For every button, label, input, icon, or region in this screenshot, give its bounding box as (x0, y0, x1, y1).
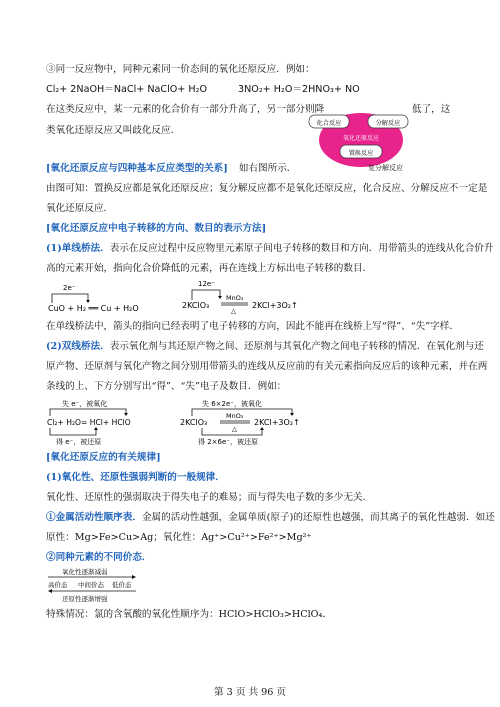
special-case: 特殊情况：氯的含氧酸的氧化性顺序为：HClO>HClO₃>HClO₄． (46, 609, 332, 620)
double-bridge-line-1 (46, 341, 484, 353)
single-bridge-figure-1 (46, 282, 171, 316)
fig3-bottom-label: 得 e⁻，被还原 (56, 438, 102, 446)
fig1-electrons: 2e⁻ (63, 284, 76, 292)
double-bridge-text-3: 条线的上、下方分别写出“得”、“失”电子及数目．例如： (46, 381, 287, 392)
double-bridge-figure-2 (178, 398, 328, 446)
valence-top-label: 氧化性逐渐减弱 (62, 568, 108, 576)
fig3-top-arrow (50, 409, 126, 416)
fig1-arrowhead (86, 300, 90, 303)
valence-bottom-arrowhead (48, 589, 52, 593)
fig2-reactant: 2KClO₃ (182, 301, 210, 310)
relation-paragraph-2: 氧化还原反应． (46, 203, 114, 214)
valence-low: 低价态 (112, 581, 132, 589)
fig3-top-arrowhead (124, 413, 128, 416)
single-bridge-note: 在单线桥法中，箭头的指向已经表明了电子转移的方向，因此不能再在线桥上写“得”、“失”字样． (46, 321, 459, 332)
fig3-bottom-arrow (50, 428, 96, 435)
valence-bottom-label: 还原性逐渐增强 (62, 595, 108, 603)
double-bridge-text-2: 原产物、还原剂与氧化产物之间分别用带箭头的连线从反应前的有关元素指向反应后的该种元素，并在两 (46, 361, 488, 372)
intro-line: ③同一反应物中，同种元素同一价态间的氧化还原反应．例如： (46, 64, 315, 75)
fig4-catalyst: MnO₂ (226, 412, 244, 420)
redox-label: 氧化还原反应 (342, 135, 380, 142)
valence-mid: 中间价态 (78, 581, 104, 589)
fig2-electrons: 12e⁻ (198, 280, 215, 288)
metal-text-2: 原性：Mg>Fe>Cu>Ag；氧化性：Ag⁺>Cu²⁺>Fe²⁺>Mg²⁺ (46, 532, 312, 543)
valence-top-arrowhead (132, 575, 136, 579)
single-bridge-text-2: 高的元素开始，指向化合价降低的元素，再在连线上方标出电子转移的数目． (46, 263, 373, 274)
relation-tail: 如右图所示． (238, 163, 297, 174)
single-bridge-label: (1)单线桥法． (46, 243, 110, 254)
fig2-catalyst: MnO₂ (226, 294, 244, 302)
fig2-bridge-arrow (192, 290, 220, 300)
equation-disproportionation-2: 3NO₂+ H₂O＝2HNO₃+ NO (238, 84, 360, 95)
rule1-paragraph: 氧化性、还原性的强弱取决于得失电子的难易；而与得失电子数的多少无关． (46, 492, 373, 503)
fig4-bottom-label: 得 2×6e⁻，被还原 (198, 438, 258, 446)
fig1-bridge-arrow (52, 294, 88, 303)
valence-high: 高价态 (48, 581, 68, 589)
rule1-title: (1)氧化性、还原性强弱判断的一般规律． (46, 472, 225, 483)
same-element-label: ②同种元素的不同价态． (46, 552, 152, 563)
valence-state-diagram (46, 566, 156, 606)
disproportionation-text-a: 在这类反应中，某一元素的化合价有一部分升高了，另一部分则降 (46, 104, 325, 115)
fig4-top-label: 失 6×2e⁻，被氧化 (202, 400, 262, 408)
transfer-title: [氧化还原反应中电子转移的方向、数目的表示方法] (46, 223, 267, 234)
relation-paragraph-1: 由图可知：置换反应都是氧化还原反应；复分解反应都不是氧化还原反应，化合反应、分解反应不一定是 (46, 183, 488, 194)
double-replacement-label: 复分解反应 (368, 164, 403, 172)
fig4-product: 2KCl+3O₂↑ (254, 418, 300, 427)
combination-label: 化合反应 (316, 120, 342, 127)
fig4-top-arrowhead (290, 413, 294, 416)
double-bridge-text-1: 表示氧化剂与其还原产物之间、还原剂与其氧化产物之间电子转移的情况．在氧化剂与还 (109, 341, 484, 352)
decomposition-label: 分解反应 (375, 120, 401, 127)
fig2-heat: △ (231, 307, 236, 315)
relation-heading (46, 163, 296, 175)
metal-label: ①金属活动性顺序表． (46, 512, 142, 523)
fig3-equation: Cl₂+ H₂O= HCl+ HClO (47, 418, 131, 427)
relation-title: [氧化还原反应与四种基本反应类型的关系] (46, 163, 228, 174)
double-bridge-label: (2)双线桥法． (46, 341, 110, 352)
fig4-bottom-arrowhead (260, 427, 264, 430)
fig4-reactant: 2KClO₃ (180, 418, 208, 427)
fig3-bottom-arrowhead (94, 427, 98, 430)
disproportionation-text-2: 类氧化还原反应又叫歧化反应． (46, 125, 181, 136)
equation-disproportionation-1: Cl₂+ 2NaOH＝NaCl+ NaClO+ H₂O (46, 84, 207, 95)
single-bridge-figure-2 (180, 278, 320, 318)
fig1-equation: CuO + H₂ ══ Cu + H₂O (48, 304, 139, 313)
single-bridge-text-1: 表示在反应过程中反应物里元素原子间电子转移的数目和方向．用带箭头的连线从化合价升 (109, 243, 494, 254)
single-bridge-line-1 (46, 243, 493, 255)
rules-title: [氧化还原反应的有关规律] (46, 452, 161, 463)
metal-text-1: 金属的活动性越强，金属单质(原子)的还原性也越强，而其离子的氧化性越弱．如还 (141, 512, 495, 523)
fig4-heat: △ (232, 425, 237, 433)
disproportionation-text-b: 低了，这 (412, 104, 451, 115)
fig2-product: 2KCl+3O₂↑ (252, 301, 298, 310)
replacement-label: 置换反应 (348, 150, 374, 157)
metal-line-1 (46, 512, 495, 524)
page-footer: 第 3 页 共 96 页 (214, 687, 286, 698)
fig2-arrowhead (218, 296, 222, 299)
double-bridge-figure-1 (46, 398, 158, 446)
fig3-top-label: 失 e⁻，被氧化 (62, 400, 108, 408)
